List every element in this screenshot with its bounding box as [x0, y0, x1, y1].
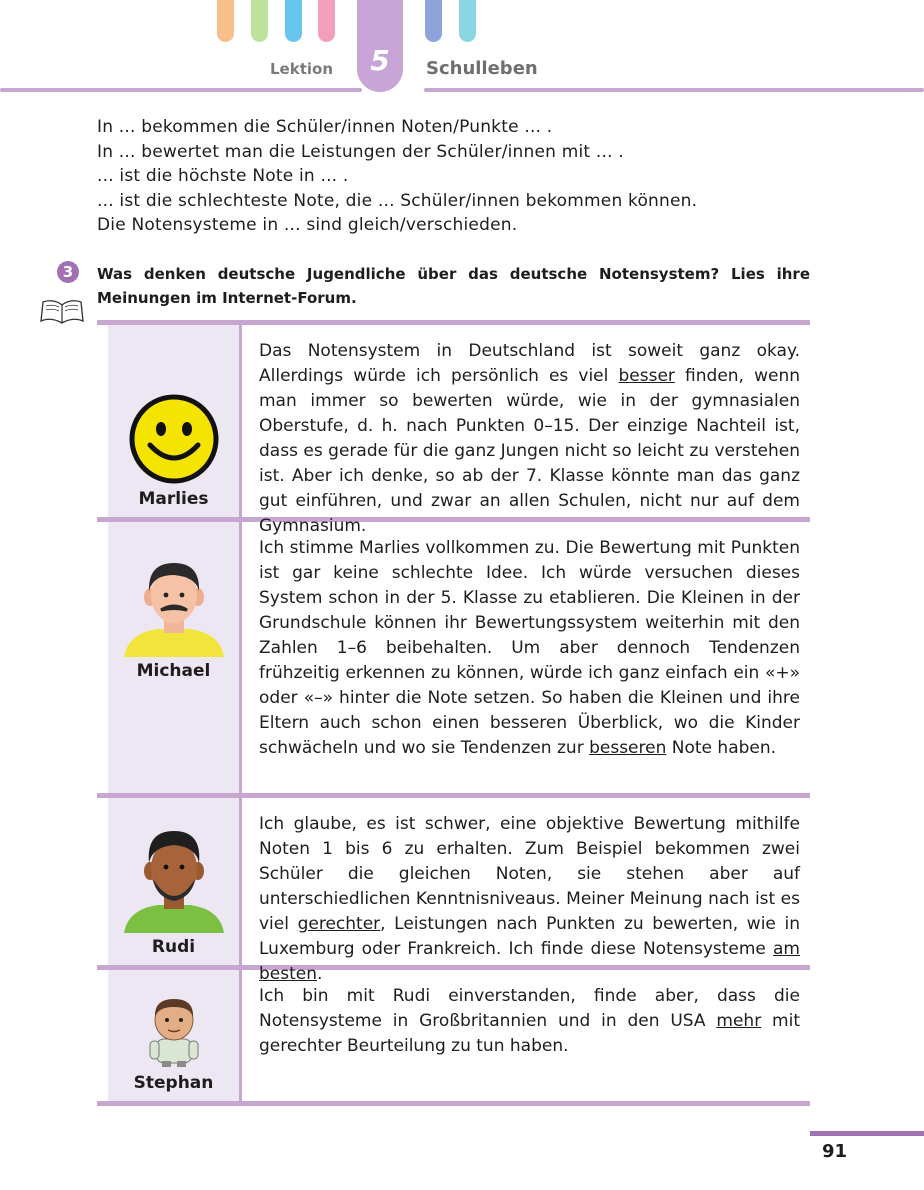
- post-text: [242, 325, 810, 536]
- lesson-label: Lektion: [270, 60, 334, 78]
- book-icon: [40, 297, 84, 325]
- header-rule-left: [0, 88, 362, 92]
- post-author-name: Michael: [136, 661, 211, 681]
- forum-post: [97, 325, 810, 536]
- intro-sentences: [97, 115, 817, 238]
- post-author-cell: [108, 522, 242, 793]
- post-text: [242, 798, 810, 984]
- lesson-number: 5: [370, 44, 390, 77]
- post-text: [242, 970, 810, 1101]
- man-mustache-avatar: [122, 553, 226, 657]
- header-tab-pink: [318, 0, 335, 42]
- forum-separator: [97, 1101, 810, 1106]
- header-tab-blue: [285, 0, 302, 42]
- post-author-cell: [108, 798, 242, 965]
- post-text-segment: Note haben.: [666, 738, 777, 758]
- page-number: 91: [822, 1141, 848, 1162]
- post-author-name: Stephan: [133, 1073, 214, 1093]
- post-author-name: Marlies: [138, 489, 209, 509]
- post-author-name: Rudi: [151, 937, 196, 957]
- underlined-word: mehr: [716, 1011, 762, 1031]
- header-tab-cyan: [459, 0, 476, 42]
- man-beard-avatar: [122, 821, 226, 933]
- underlined-word: besseren: [589, 738, 667, 758]
- boy-avatar: [144, 993, 204, 1069]
- underlined-word: am besten: [259, 939, 800, 984]
- post-text-segment: Das Notensystem in Deutschland ist soweit ganz okay. Allerdings würde ich persönlich es viel: [259, 341, 800, 386]
- post-text-segment: .: [317, 964, 323, 984]
- post-author-cell: [108, 970, 242, 1101]
- header-tab-green: [251, 0, 268, 42]
- smiley-icon: [128, 393, 220, 485]
- forum-table: [97, 320, 810, 1106]
- header-rule-right: [424, 88, 924, 92]
- forum-post: [97, 970, 810, 1101]
- post-text-segment: Ich stimme Marlies vollkommen zu. Die Bewertung mit Punkten ist gar keine schlechte Idee. Ich würde versuchen dieses System schon in der 5. Klasse zu etablieren. Die Kleinen in der Grundschule können ihr Bewertungssystem weiterhin mit den Zahlen 1–6 beibehalten. Um aber dennoch Tendenzen frühzeitig erkennen zu können, würde ich ganz einfach ein «+» oder «–» hinter die Note setzen. So haben die Kleinen und ihre Eltern auch schon einen besseren Überblick, wo die Kinder schwächeln und wo sie Tendenzen zur: [259, 538, 800, 758]
- intro-line: ... ist die höchste Note in ... .: [97, 166, 349, 186]
- lesson-topic: Schulleben: [426, 58, 538, 79]
- task-instruction: Was denken deutsche Jugendliche über das deutsche Notensystem? Lies ihre Meinungen im Internet-Forum.: [97, 265, 810, 307]
- post-text-segment: finden, wenn man immer so bewerten würde, wie in der gymnasialen Oberstufe, d. h. nach Punkten 0–15. Der einzige Nachteil ist, dass es gerade für die ganz Jungen nicht so leicht zu verstehen ist. Aber ich denke, so ab der 7. Klasse könnte man das ganz gut einführen, und zwar an allen Schulen, nicht nur auf dem Gymnasium.: [259, 366, 800, 536]
- post-text-segment: Ich bin mit Rudi einverstanden, finde aber, dass die Notensysteme in Großbritannien und in den USA: [259, 986, 800, 1031]
- underlined-word: gerechter: [297, 914, 381, 934]
- intro-line: ... ist die schlechteste Note, die ... Schüler/innen bekommen können.: [97, 190, 698, 211]
- post-text: [242, 522, 810, 793]
- intro-line: In ... bewertet man die Leistungen der Schüler/innen mit ... .: [97, 141, 624, 162]
- post-text-segment: mit gerechter Beurteilung zu tun haben.: [259, 1011, 800, 1056]
- post-text-segment: , Leistungen nach Punkten zu bewerten, wie in Luxemburg oder Frankreich. Ich finde diese Notensysteme: [259, 914, 800, 959]
- task-number-badge: 3: [57, 261, 79, 283]
- header-tab-indigo: [425, 0, 442, 42]
- post-author-cell: [108, 325, 242, 517]
- post-text-segment: Ich glaube, es ist schwer, eine objektive Bewertung mithilfe Noten 1 bis 6 zu erhalten. Zum Beispiel bekommen zwei Schüler die gleichen Noten, sie stehen aber auf unterschiedlichen Kenntnisniveaus. Meiner Meinung nach ist es viel: [259, 814, 800, 934]
- intro-line: In ... bekommen die Schüler/innen Noten/Punkte ... .: [97, 117, 553, 137]
- underlined-word: besser: [618, 366, 675, 386]
- header-tab-orange: [217, 0, 234, 42]
- forum-post: [97, 522, 810, 793]
- forum-post: [97, 798, 810, 984]
- page-number-rule: [810, 1131, 924, 1136]
- intro-line: Die Notensysteme in ... sind gleich/verschieden.: [97, 215, 518, 235]
